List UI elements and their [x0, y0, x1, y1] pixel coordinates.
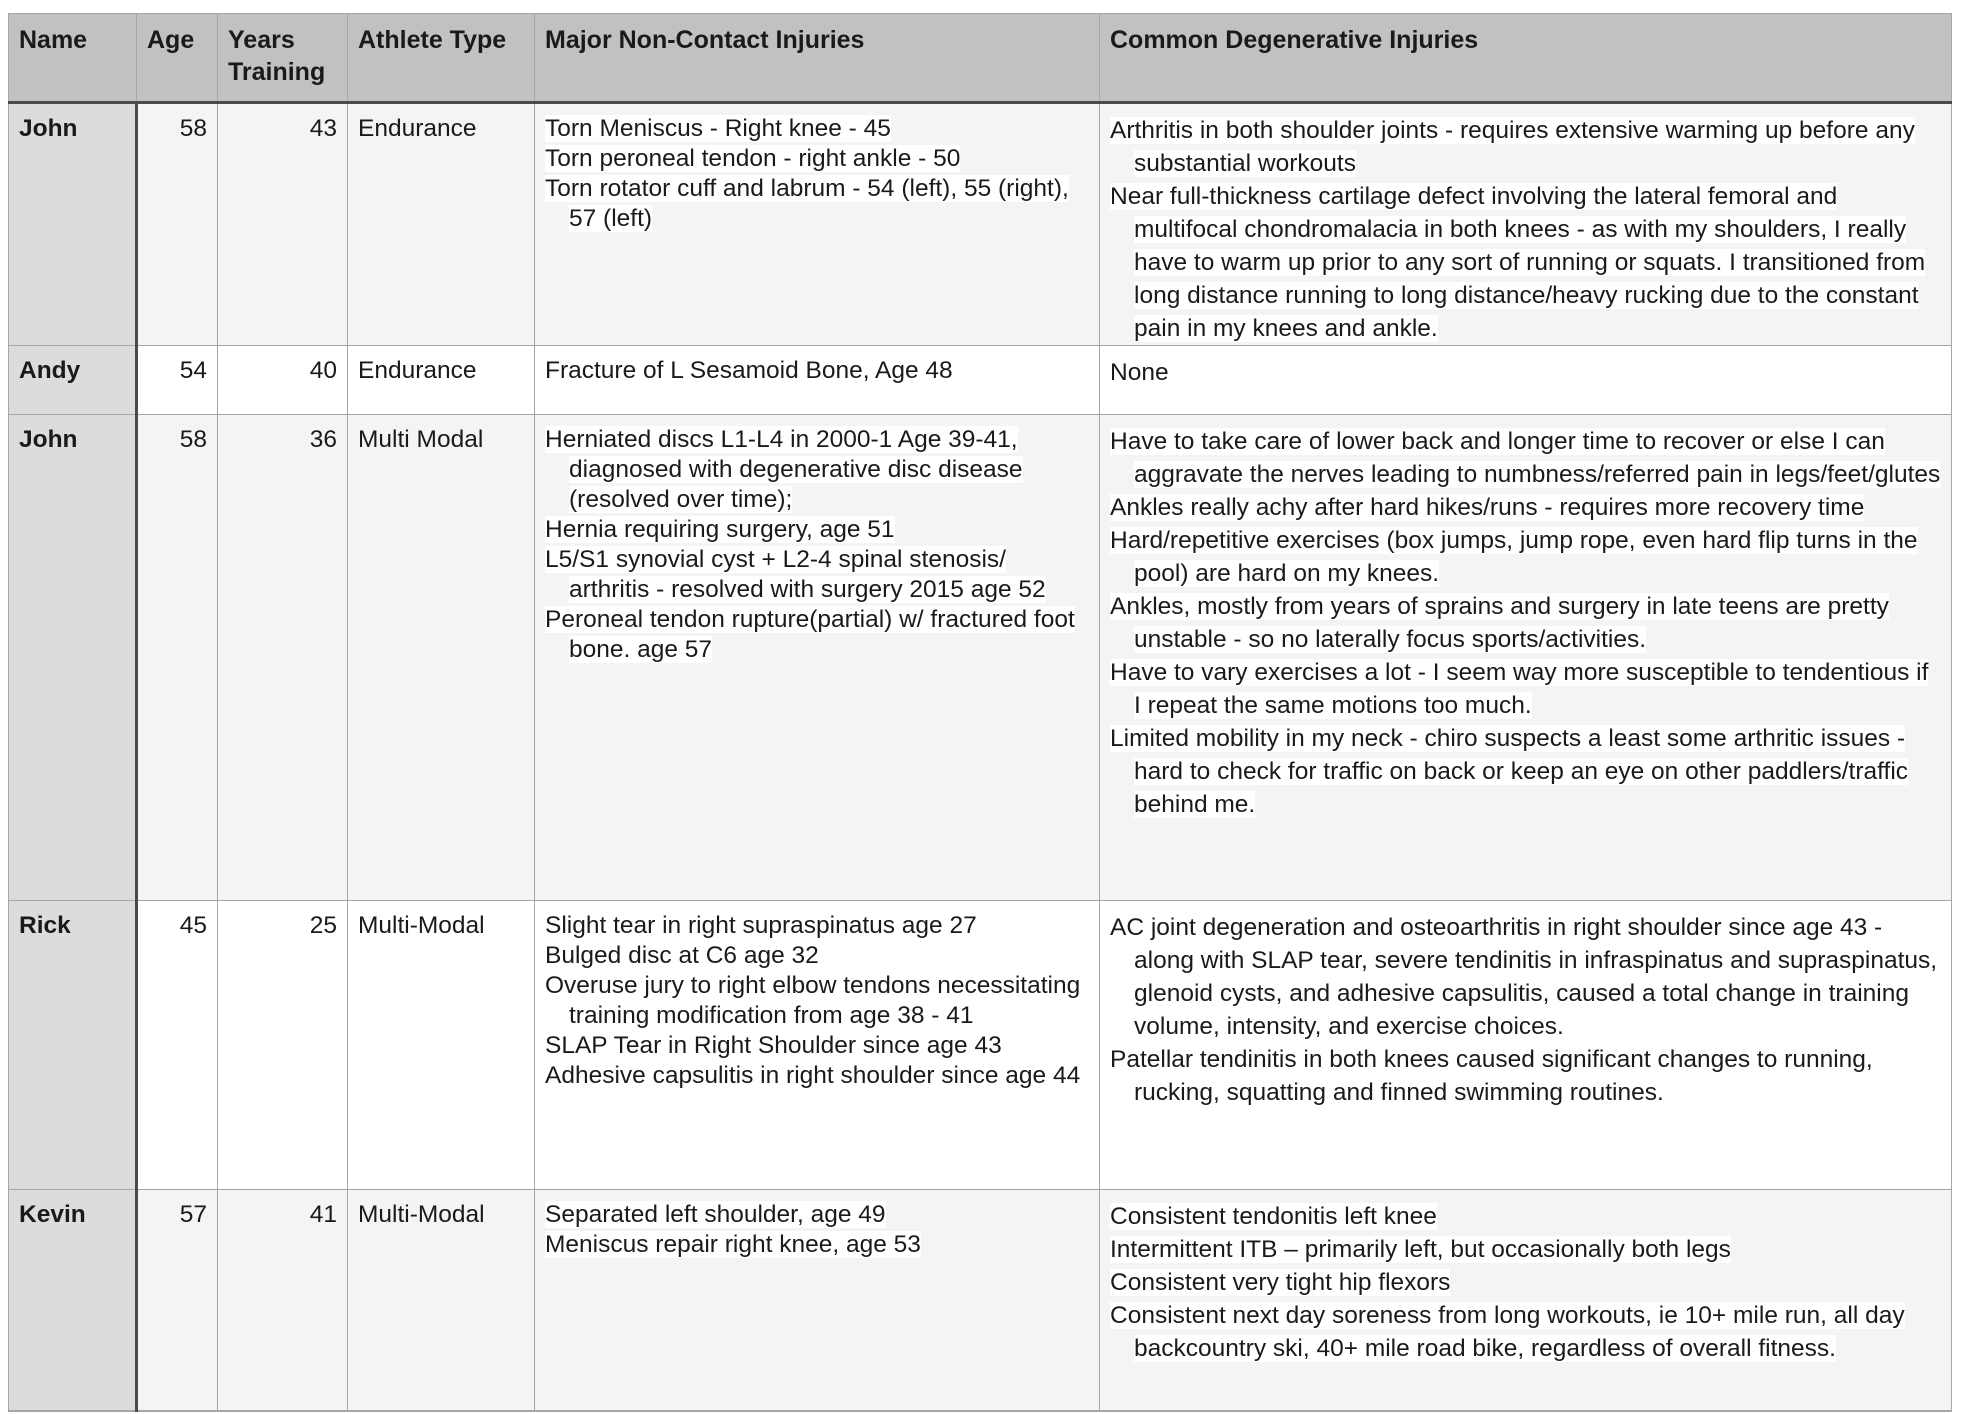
injury-entry-text: Have to vary exercises a lot - I seem way more susceptible to tendentious if I repeat the same motions too much.: [1110, 659, 1929, 719]
injury-entry-text: Torn Meniscus - Right knee - 45: [545, 115, 891, 142]
injury-entry-text: Ankles really achy after hard hikes/runs - requires more recovery time: [1110, 494, 1865, 521]
injury-entry: [545, 545, 1089, 605]
cell-age: 58: [137, 103, 218, 346]
cell-name: Rick: [9, 901, 137, 1190]
table-row: [9, 415, 1952, 901]
table-body: [9, 103, 1952, 1411]
table-row: [9, 901, 1952, 1190]
cell-name: Kevin: [9, 1190, 137, 1411]
header-age: Age: [137, 14, 218, 103]
injury-entry-text: Patellar tendinitis in both knees caused significant changes to running, rucking, squatting and finned swimming routines.: [1110, 1046, 1873, 1106]
cell-age: 57: [137, 1190, 218, 1411]
injury-entry: [545, 1200, 1089, 1230]
cell-age: 45: [137, 901, 218, 1190]
injury-entry-text: Overuse jury to right elbow tendons necessitating training modification from age 38 - 41: [545, 972, 1081, 1029]
cell-common-injuries: [1100, 1190, 1952, 1411]
injury-entry-text: Hard/repetitive exercises (box jumps, jump rope, even hard flip turns in the pool) are hard on my knees.: [1110, 527, 1918, 587]
injury-entry: [545, 1230, 1089, 1260]
cell-age: 58: [137, 415, 218, 901]
header-athlete-type: Athlete Type: [348, 14, 535, 103]
injury-entry-text: Adhesive capsulitis in right shoulder since age 44: [545, 1062, 1081, 1089]
injury-entry-text: Intermittent ITB – primarily left, but occasionally both legs: [1110, 1236, 1731, 1263]
cell-name: Andy: [9, 346, 137, 415]
header-common-injuries: Common Degenerative Injuries: [1100, 14, 1952, 103]
injury-entry-text: Consistent next day soreness from long workouts, ie 10+ mile run, all day backcountry ski, 40+ mile road bike, regardless of overall fitness.: [1110, 1302, 1905, 1362]
injury-entry: [1110, 356, 1941, 389]
injury-entry: [545, 971, 1089, 1031]
injury-entry: [1110, 491, 1941, 524]
cell-athlete-type: Endurance: [348, 103, 535, 346]
injury-entry-text: Have to take care of lower back and longer time to recover or else I can aggravate the nerves leading to numbness/referred pain in legs/feet/glutes: [1110, 428, 1941, 488]
injury-entry-text: Consistent very tight hip flexors: [1110, 1269, 1451, 1296]
cell-athlete-type: Multi-Modal: [348, 901, 535, 1190]
injury-entry: [1110, 911, 1941, 1043]
header-row: [9, 14, 1952, 103]
table-row: [9, 346, 1952, 415]
injury-entry: [545, 356, 1089, 386]
injury-entry-text: Bulged disc at C6 age 32: [545, 942, 819, 969]
injuries-table: [8, 13, 1952, 1412]
injury-entry: [545, 1061, 1089, 1091]
injury-entry-text: Peroneal tendon rupture(partial) w/ fractured foot bone. age 57: [545, 606, 1075, 663]
cell-years-training: 25: [218, 901, 348, 1190]
injury-entry: [1110, 425, 1941, 491]
injury-entry-text: Arthritis in both shoulder joints - requires extensive warming up before any substantial workouts: [1110, 117, 1915, 177]
injury-entry-text: Meniscus repair right knee, age 53: [545, 1231, 921, 1258]
cell-name: John: [9, 103, 137, 346]
injury-entry-text: Hernia requiring surgery, age 51: [545, 516, 895, 543]
injury-entry: [1110, 656, 1941, 722]
cell-major-injuries: [535, 1190, 1100, 1411]
injury-entry-text: Separated left shoulder, age 49: [545, 1201, 886, 1228]
injury-entry: [1110, 1200, 1941, 1233]
injury-entry: [1110, 722, 1941, 821]
injury-entry-text: SLAP Tear in Right Shoulder since age 43: [545, 1032, 1002, 1059]
injury-entry-text: AC joint degeneration and osteoarthritis in right shoulder since age 43 - along with SLAP tear, severe tendinitis in infraspinatus and supraspinatus, glenoid cysts, and adhesive capsulitis, caused a total change in training volume, intensity, and exercise choices.: [1110, 914, 1938, 1040]
header-major-injuries: Major Non-Contact Injuries: [535, 14, 1100, 103]
cell-years-training: 40: [218, 346, 348, 415]
cell-years-training: 41: [218, 1190, 348, 1411]
injury-entry: [545, 1031, 1089, 1061]
injury-entry-text: Consistent tendonitis left knee: [1110, 1203, 1437, 1230]
injury-entry: [1110, 524, 1941, 590]
cell-athlete-type: Multi-Modal: [348, 1190, 535, 1411]
injury-entry: [545, 515, 1089, 545]
injury-entry-text: Torn rotator cuff and labrum - 54 (left), 55 (right), 57 (left): [545, 175, 1069, 232]
cell-athlete-type: Multi Modal: [348, 415, 535, 901]
injury-entry-text: Slight tear in right supraspinatus age 27: [545, 912, 977, 939]
injury-entry: [545, 941, 1089, 971]
cell-athlete-type: Endurance: [348, 346, 535, 415]
cell-age: 54: [137, 346, 218, 415]
cell-years-training: 36: [218, 415, 348, 901]
table-header: [9, 14, 1952, 103]
injury-entry: [545, 174, 1089, 234]
cell-major-injuries: [535, 901, 1100, 1190]
cell-major-injuries: [535, 346, 1100, 415]
injury-entry: [1110, 180, 1941, 345]
cell-years-training: 43: [218, 103, 348, 346]
table-row: [9, 1190, 1952, 1411]
injury-entry-text: Limited mobility in my neck - chiro suspects a least some arthritic issues - hard to check for traffic on back or keep an eye on other paddlers/traffic behind me.: [1110, 725, 1909, 818]
injury-entry-text: Fracture of L Sesamoid Bone, Age 48: [545, 357, 953, 384]
injury-entry: [545, 605, 1089, 665]
cell-common-injuries: [1100, 901, 1952, 1190]
injury-entry: [545, 144, 1089, 174]
cell-major-injuries: [535, 103, 1100, 346]
injury-entry: [545, 911, 1089, 941]
injury-entry: [1110, 1233, 1941, 1266]
injury-entry-text: Near full-thickness cartilage defect involving the lateral femoral and multifocal chondromalacia in both knees - as with my shoulders, I really have to warm up prior to any sort of running or squats. I transitioned from long distance running to long distance/heavy rucking due to the constant pain in my knees and ankle.: [1110, 183, 1926, 342]
injury-entry-text: Torn peroneal tendon - right ankle - 50: [545, 145, 961, 172]
header-name: Name: [9, 14, 137, 103]
table-row: [9, 103, 1952, 346]
injury-entry-text: Ankles, mostly from years of sprains and surgery in late teens are pretty unstable - so no laterally focus sports/activities.: [1110, 593, 1889, 653]
cell-major-injuries: [535, 415, 1100, 901]
injury-entry: [1110, 1299, 1941, 1365]
injury-entry: [1110, 590, 1941, 656]
injury-entry: [1110, 114, 1941, 180]
cell-common-injuries: [1100, 346, 1952, 415]
cell-name: John: [9, 415, 137, 901]
cell-common-injuries: [1100, 103, 1952, 346]
injury-entry-text: Herniated discs L1-L4 in 2000-1 Age 39-41, diagnosed with degenerative disc disease (resolved over time);: [545, 426, 1023, 513]
injury-entry: [1110, 1043, 1941, 1109]
injury-entry: [545, 425, 1089, 515]
header-years-training: Years Training: [218, 14, 348, 103]
injury-entry-text: L5/S1 synovial cyst + L2-4 spinal stenosis/ arthritis - resolved with surgery 2015 age 52: [545, 546, 1046, 603]
injury-entry: [545, 114, 1089, 144]
cell-common-injuries: [1100, 415, 1952, 901]
injury-entry: [1110, 1266, 1941, 1299]
injury-entry-text: None: [1110, 359, 1169, 386]
